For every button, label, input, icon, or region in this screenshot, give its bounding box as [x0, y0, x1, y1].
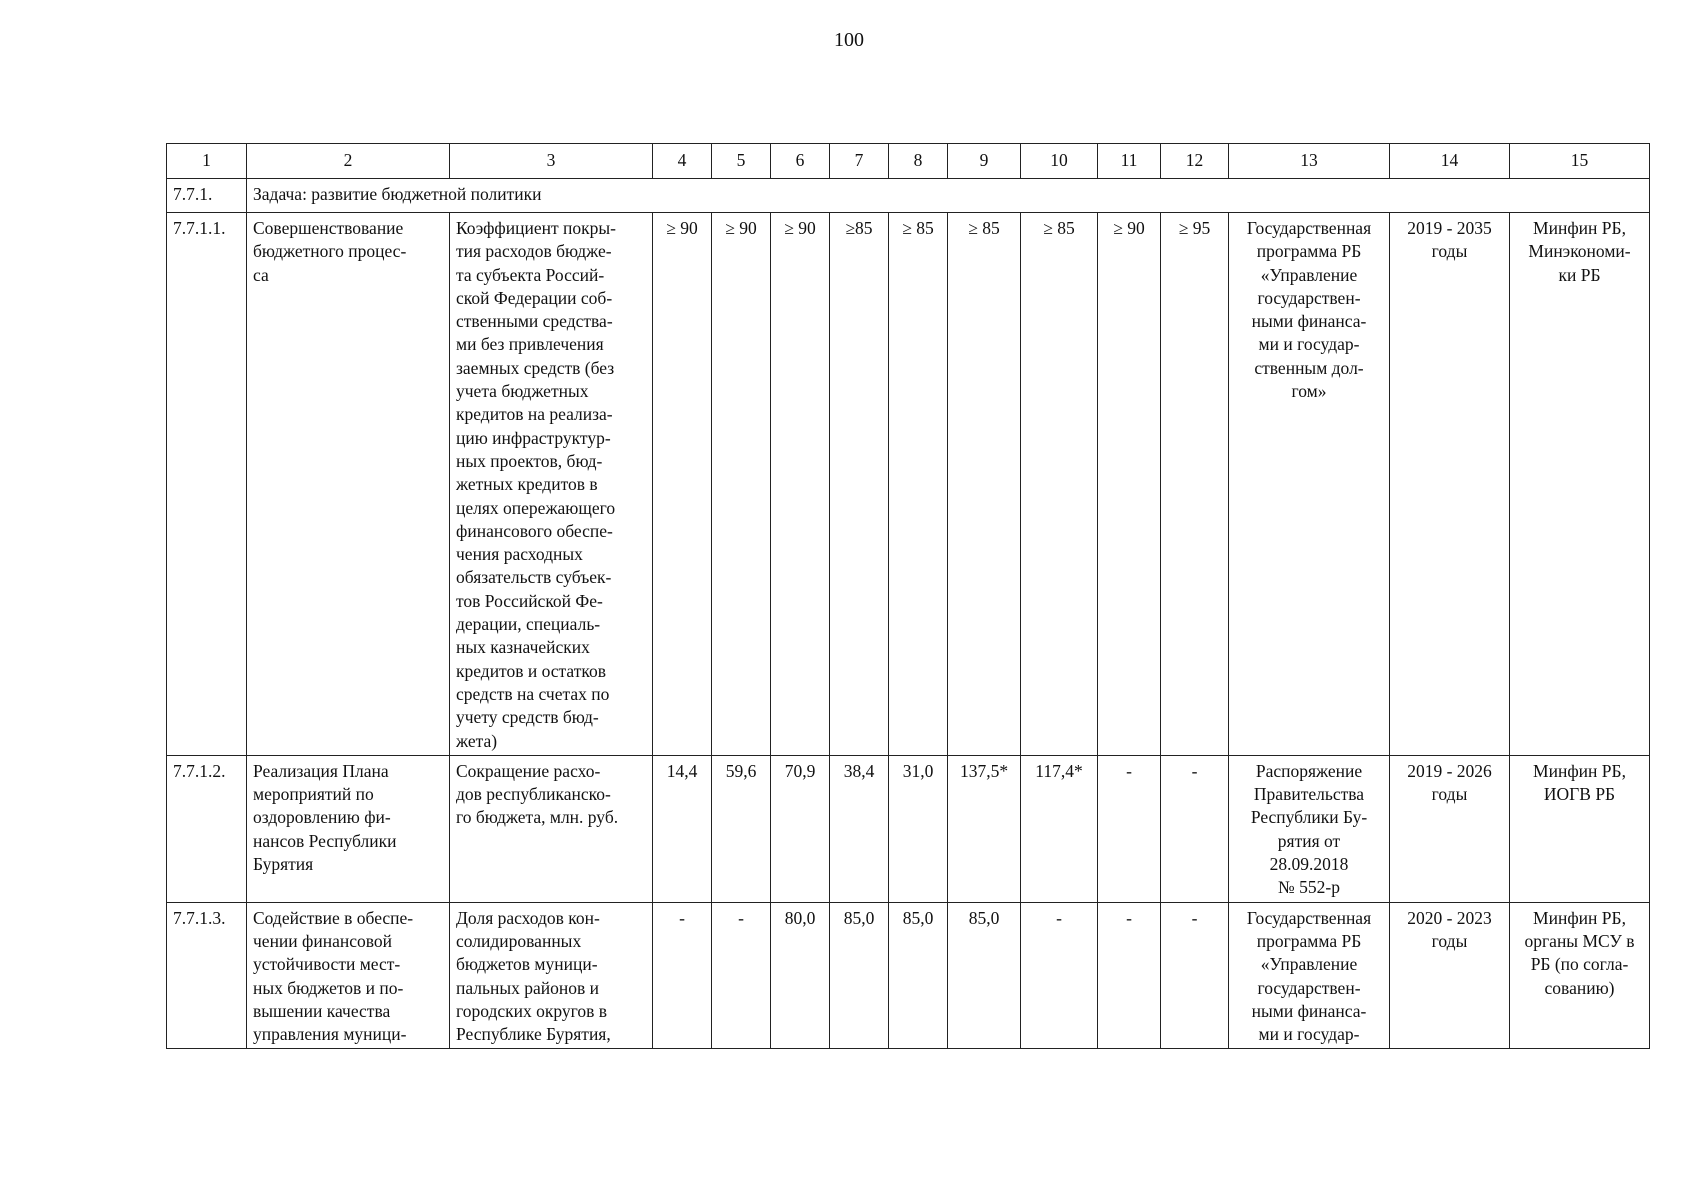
value-cell: - [1161, 902, 1229, 1049]
value-cell: ≥ 85 [1021, 213, 1098, 756]
value-cell: 38,4 [830, 755, 889, 902]
executor-cell: Минфин РБ, Минэкономи- ки РБ [1510, 213, 1650, 756]
value-cell: - [653, 902, 712, 1049]
column-number: 13 [1229, 144, 1390, 179]
value-cell: ≥ 90 [1098, 213, 1161, 756]
page-number: 100 [834, 29, 864, 51]
value-cell: ≥ 90 [653, 213, 712, 756]
indicator-cell: Доля расходов кон- солидированных бюджетов муници- пальных районов и городских округов в Республике Бурятия, [450, 902, 653, 1049]
value-cell: - [1021, 902, 1098, 1049]
value-cell: 80,0 [771, 902, 830, 1049]
value-cell: - [1098, 902, 1161, 1049]
column-number: 4 [653, 144, 712, 179]
value-cell: 85,0 [889, 902, 948, 1049]
document-cell: Государственная программа РБ «Управление государствен- ными финанса- ми и государ- [1229, 902, 1390, 1049]
task-title: Задача: развитие бюджетной политики [247, 179, 1650, 213]
column-number: 2 [247, 144, 450, 179]
value-cell: 85,0 [830, 902, 889, 1049]
executor-cell: Минфин РБ, ИОГВ РБ [1510, 755, 1650, 902]
table-row [167, 902, 1650, 1049]
column-number: 14 [1390, 144, 1510, 179]
value-cell: ≥ 85 [948, 213, 1021, 756]
measure-cell: Совершенствование бюджетного процес- са [247, 213, 450, 756]
value-cell: ≥ 90 [712, 213, 771, 756]
table-row [167, 755, 1650, 902]
period-cell: 2019 - 2035 годы [1390, 213, 1510, 756]
column-number: 15 [1510, 144, 1650, 179]
column-number: 3 [450, 144, 653, 179]
column-number: 12 [1161, 144, 1229, 179]
value-cell: ≥ 90 [771, 213, 830, 756]
value-cell: ≥ 85 [889, 213, 948, 756]
value-cell: - [712, 902, 771, 1049]
value-cell: 14,4 [653, 755, 712, 902]
column-number: 1 [167, 144, 247, 179]
column-number: 5 [712, 144, 771, 179]
value-cell: - [1161, 755, 1229, 902]
value-cell: - [1098, 755, 1161, 902]
value-cell: 85,0 [948, 902, 1021, 1049]
document-cell: Распоряжение Правительства Республики Бу- рятия от 28.09.2018 № 552-р [1229, 755, 1390, 902]
table-row [167, 213, 1650, 756]
column-numbers-row [167, 144, 1650, 179]
value-cell: 117,4* [1021, 755, 1098, 902]
column-number: 7 [830, 144, 889, 179]
task-code: 7.7.1. [167, 179, 247, 213]
indicator-cell: Коэффициент покры- тия расходов бюдже- та субъекта Россий- ской Федерации соб- ственными средства- ми без привлечения заемных средств (без учета бюджетных кредитов на реализа- цию инфраструктур- ных проектов, бюд- жетных кредитов в целях опережающего финансового обеспе- чения расходных обязательств субъек- тов Российской Фе- дерации, специаль- ных казначейских кредитов и остатков средств на счетах по учету средств бюд- жета) [450, 213, 653, 756]
value-cell: 59,6 [712, 755, 771, 902]
measure-cell: Реализация Плана мероприятий по оздоровлению фи- нансов Республики Бурятия [247, 755, 450, 902]
column-number: 6 [771, 144, 830, 179]
period-cell: 2020 - 2023 годы [1390, 902, 1510, 1049]
column-number: 8 [889, 144, 948, 179]
value-cell: 31,0 [889, 755, 948, 902]
row-code: 7.7.1.3. [167, 902, 247, 1049]
indicators-table [166, 143, 1650, 1049]
measure-cell: Содействие в обеспе- чении финансовой устойчивости мест- ных бюджетов и по- вышении качества управления муници- [247, 902, 450, 1049]
period-cell: 2019 - 2026 годы [1390, 755, 1510, 902]
value-cell: 137,5* [948, 755, 1021, 902]
executor-cell: Минфин РБ, органы МСУ в РБ (по согла- сованию) [1510, 902, 1650, 1049]
value-cell: ≥85 [830, 213, 889, 756]
value-cell: 70,9 [771, 755, 830, 902]
column-number: 11 [1098, 144, 1161, 179]
row-code: 7.7.1.2. [167, 755, 247, 902]
column-number: 9 [948, 144, 1021, 179]
value-cell: ≥ 95 [1161, 213, 1229, 756]
task-row [167, 179, 1650, 213]
column-number: 10 [1021, 144, 1098, 179]
row-code: 7.7.1.1. [167, 213, 247, 756]
indicator-cell: Сокращение расхо- дов республиканско- го бюджета, млн. руб. [450, 755, 653, 902]
document-cell: Государственная программа РБ «Управление государствен- ными финанса- ми и государ- ственным дол- гом» [1229, 213, 1390, 756]
